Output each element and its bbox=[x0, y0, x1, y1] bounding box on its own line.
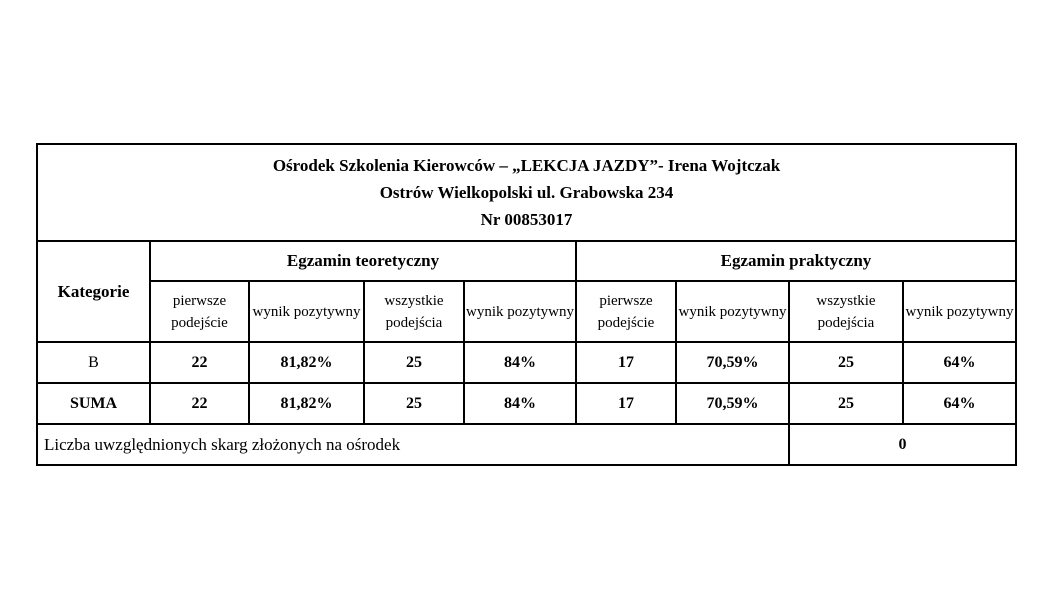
row-suma-value-practical-all-attempts: 25 bbox=[789, 383, 903, 424]
row-suma-value-theory-positive-2: 84% bbox=[464, 383, 576, 424]
subheader-theory-positive-result-2: wynik pozytywny bbox=[464, 281, 576, 342]
subheader-theory-positive-result-1: wynik pozytywny bbox=[249, 281, 364, 342]
row-b-value-theory-all-attempts: 25 bbox=[364, 342, 464, 383]
group-header-theoretical: Egzamin teoretyczny bbox=[150, 241, 576, 281]
report-title-line-2: Ostrów Wielkopolski ul. Grabowska 234 bbox=[379, 183, 674, 202]
row-b-category-label: B bbox=[37, 342, 150, 383]
complaints-value: 0 bbox=[789, 424, 1016, 465]
row-b-value-theory-positive-2: 84% bbox=[464, 342, 576, 383]
row-suma-value-theory-first-attempt: 22 bbox=[150, 383, 249, 424]
row-suma-value-theory-all-attempts: 25 bbox=[364, 383, 464, 424]
subheader-practical-all-attempts: wszystkie podejścia bbox=[789, 281, 903, 342]
group-header-practical: Egzamin praktyczny bbox=[576, 241, 1016, 281]
row-suma-value-theory-positive-1: 81,82% bbox=[249, 383, 364, 424]
complaints-row bbox=[37, 424, 1016, 465]
row-suma-value-practical-positive-2: 64% bbox=[903, 383, 1016, 424]
subheader-theory-first-attempt: pierwsze podejście bbox=[150, 281, 249, 342]
row-b-value-theory-positive-1: 81,82% bbox=[249, 342, 364, 383]
table-row-suma bbox=[37, 383, 1016, 424]
group-header-row bbox=[37, 241, 1016, 281]
row-suma-category-label: SUMA bbox=[37, 383, 150, 424]
title-row bbox=[37, 144, 1016, 241]
subheader-practical-positive-result-2: wynik pozytywny bbox=[903, 281, 1016, 342]
complaints-label: Liczba uwzględnionych skarg złożonych na ośrodek bbox=[37, 424, 789, 465]
row-suma-value-practical-first-attempt: 17 bbox=[576, 383, 676, 424]
row-b-value-practical-first-attempt: 17 bbox=[576, 342, 676, 383]
subheader-theory-all-attempts: wszystkie podejścia bbox=[364, 281, 464, 342]
report-title-cell bbox=[37, 144, 1016, 241]
subheader-practical-first-attempt: pierwsze podejście bbox=[576, 281, 676, 342]
table-row-category-b bbox=[37, 342, 1016, 383]
report-title-line-3: Nr 00853017 bbox=[480, 210, 573, 229]
report-title-line-1: Ośrodek Szkolenia Kierowców – „LEKCJA JAZDY”- Irena Wojtczak bbox=[272, 156, 781, 175]
row-b-value-practical-positive-2: 64% bbox=[903, 342, 1016, 383]
exam-results-table bbox=[36, 143, 1017, 466]
row-b-value-theory-first-attempt: 22 bbox=[150, 342, 249, 383]
subheader-practical-positive-result-1: wynik pozytywny bbox=[676, 281, 789, 342]
sub-header-row bbox=[37, 281, 1016, 342]
row-b-value-practical-positive-1: 70,59% bbox=[676, 342, 789, 383]
row-suma-value-practical-positive-1: 70,59% bbox=[676, 383, 789, 424]
category-column-header: Kategorie bbox=[37, 241, 150, 342]
row-b-value-practical-all-attempts: 25 bbox=[789, 342, 903, 383]
